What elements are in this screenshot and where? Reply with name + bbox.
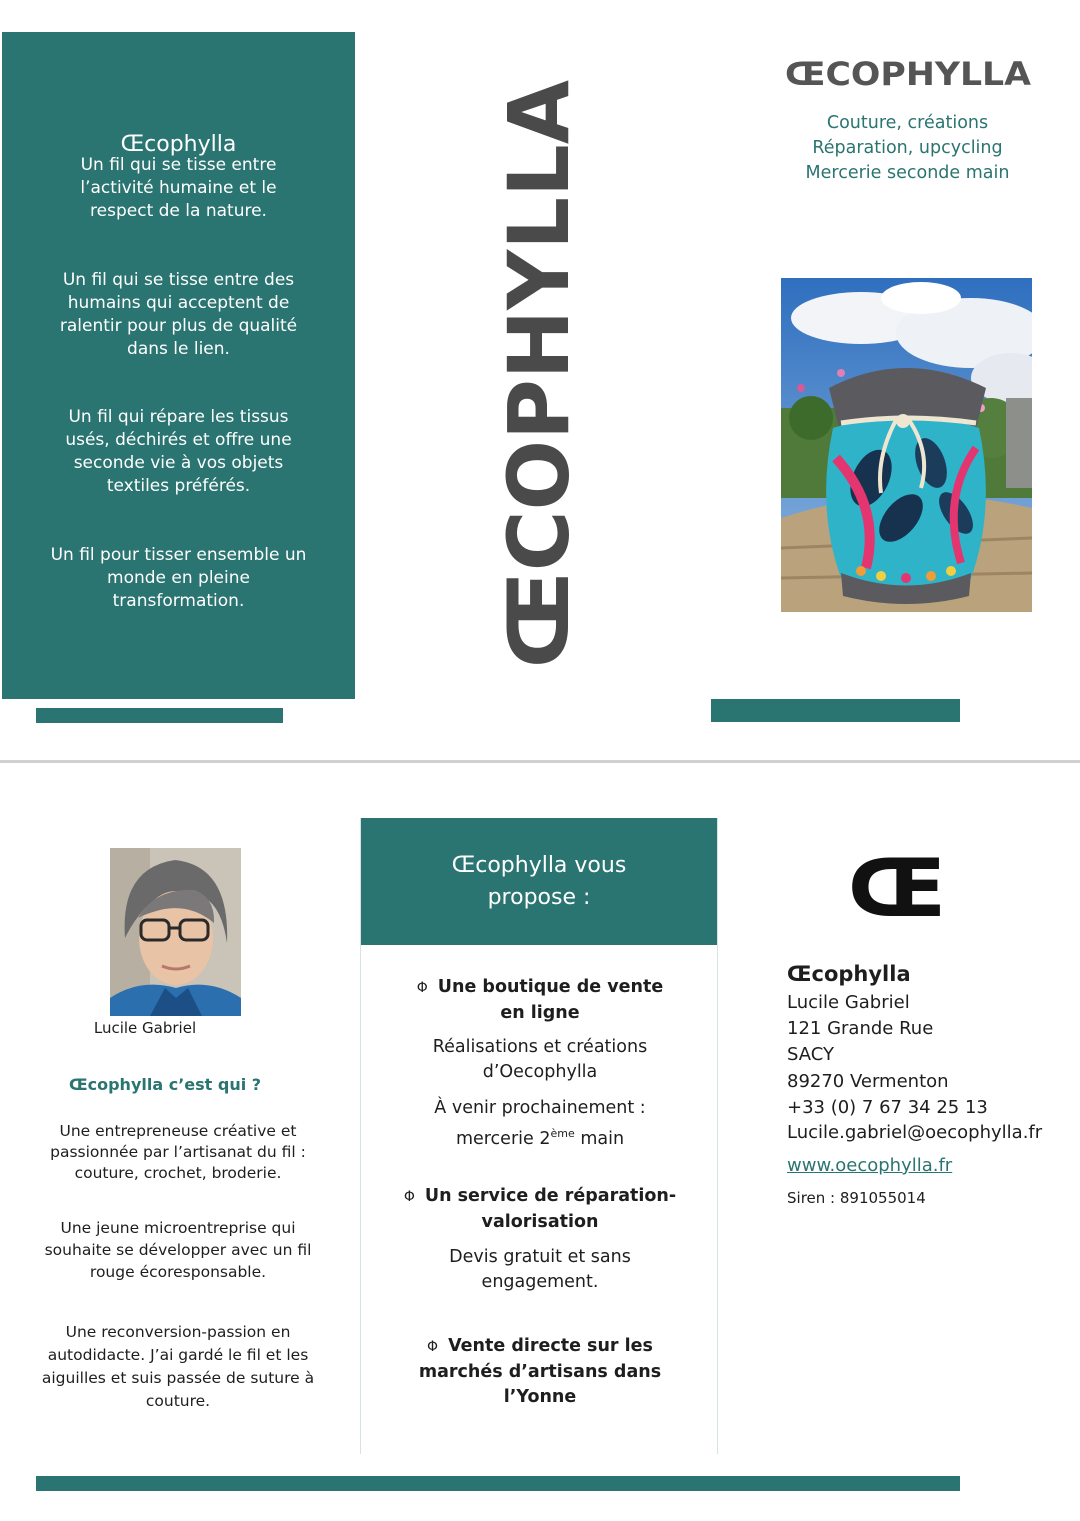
contact-street: 121 Grande Rue: [787, 1018, 934, 1039]
contact-email[interactable]: Lucile.gabriel@oecophylla.fr: [787, 1122, 1043, 1143]
offer-item-title: Φ Une boutique de vente en ligne: [416, 977, 664, 1023]
contact-company: Œcophylla: [787, 962, 911, 986]
intro-paragraph: Un fil qui se tisse entre l’activité humaine et le respect de la nature.: [80, 155, 277, 221]
offer-item-title: Φ Un service de réparation- valorisation: [403, 1186, 677, 1232]
tagline: Couture, créations: [826, 113, 989, 133]
about-heading: Œcophylla c’est qui ?: [68, 1075, 262, 1094]
offer-header: Œcophylla vous propose :: [361, 818, 717, 945]
phi-bullet-icon: Φ: [403, 1189, 415, 1205]
intro-paragraph: Un fil qui répare les tissus usés, déchirés et offre une seconde vie à vos objets textiles préférés.: [65, 407, 292, 496]
contact-person: Lucile Gabriel: [787, 992, 910, 1013]
offer-item-title: Φ Vente directe sur les marchés d’artisans dans l’Yonne: [418, 1336, 662, 1407]
website-link[interactable]: www.oecophylla.fr: [787, 1155, 953, 1176]
phi-bullet-icon: Φ: [427, 1339, 439, 1355]
intro-paragraph: Un fil qui se tisse entre des humains qui acceptent de ralentir pour plus de qualité dans le lien.: [59, 270, 298, 359]
intro-paragraph: Un fil pour tisser ensemble un monde en pleine transformation.: [50, 545, 307, 611]
svg-text:ŒCOPHYLLA: ŒCOPHYLLA: [785, 55, 1032, 92]
drawstring-bag-photo: [781, 278, 1032, 612]
svg-text:ŒCOPHYLLA: ŒCOPHYLLA: [490, 72, 588, 668]
about-paragraph: Une jeune microentreprise qui souhaite se développer avec un fil rouge écoresponsable.: [44, 1219, 312, 1281]
tagline: Réparation, upcycling: [812, 138, 1003, 158]
intro-title: Œcophylla: [120, 132, 237, 157]
offer-item-text: Devis gratuit et sans engagement.: [449, 1247, 631, 1292]
contact-siren: Siren : 891055014: [787, 1189, 926, 1207]
phi-bullet-icon: Φ: [416, 980, 428, 996]
contact-city: 89270 Vermenton: [787, 1071, 949, 1092]
intro-panel: [2, 32, 355, 699]
portrait-photo: [110, 848, 241, 1016]
accent-bar: [711, 699, 960, 722]
contact-locality: SACY: [787, 1044, 835, 1065]
portrait-caption: Lucile Gabriel: [93, 1019, 197, 1037]
svg-text:Œ: Œ: [848, 850, 946, 922]
about-paragraph: Une reconversion-passion en autodidacte. J’ai gardé le fil et les aiguilles et suis passée de suture à couture.: [41, 1323, 315, 1410]
accent-bar: [36, 1476, 960, 1491]
contact-phone: +33 (0) 7 67 34 25 13: [787, 1097, 988, 1118]
offer-item-text: Réalisations et créations d’Oecophylla: [432, 1037, 648, 1082]
accent-bar: [36, 708, 283, 723]
brand-wordmark: [785, 52, 1035, 92]
oe-emblem-logo: [846, 850, 950, 922]
fold-line: [0, 760, 1080, 763]
offer-item-text: À venir prochainement : mercerie 2ème main: [434, 1098, 646, 1149]
about-paragraph: Une entrepreneuse créative et passionnée par l’artisanat du fil : couture, crochet, broderie.: [50, 1122, 306, 1182]
vertical-logo: [490, 70, 590, 680]
tagline: Mercerie seconde main: [805, 163, 1010, 183]
